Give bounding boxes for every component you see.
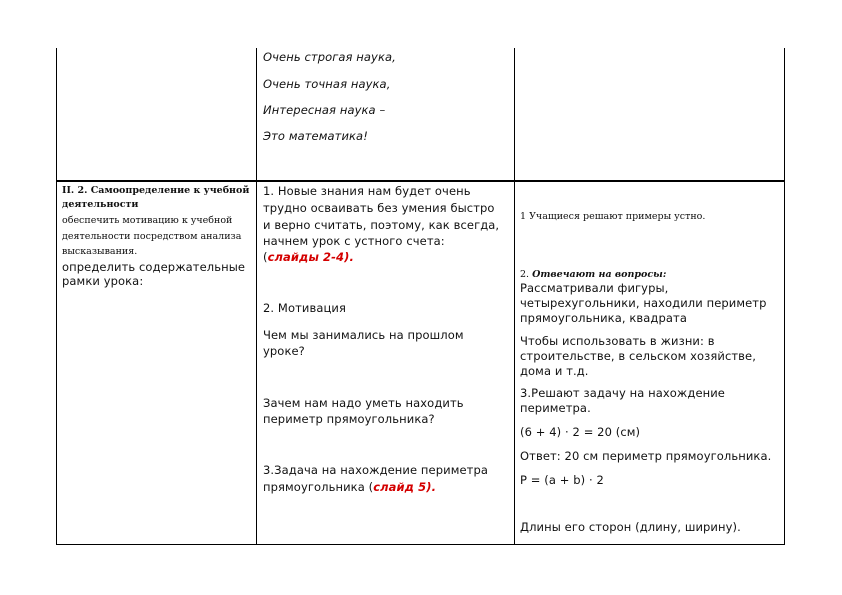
question-2-line-2: периметр прямоугольника? xyxy=(263,412,435,426)
intro-paren: ( xyxy=(263,250,268,264)
intro-line-4: начнем урок с устного счета: xyxy=(263,234,445,248)
question-2-line-1: Зачем нам надо уметь находить xyxy=(263,396,464,410)
intro-line-3: и верно считать, поэтому, как всегда, xyxy=(263,218,500,232)
answer-3-line-1: 3.Решают задачу на нахождение xyxy=(520,386,725,400)
table-border-bottom xyxy=(56,544,785,545)
poem-line-2: Очень точная наука, xyxy=(263,77,391,91)
slide-reference: слайд 5). xyxy=(373,480,437,494)
poem-line-3: Интересная наука – xyxy=(263,103,386,117)
poem-line-1: Очень строгая наука, xyxy=(263,50,396,64)
motivation-heading: 2. Мотивация xyxy=(263,301,347,315)
activity-2-heading: Отвечают на вопросы: xyxy=(532,269,667,280)
table-divider-col2 xyxy=(514,48,515,545)
goal-line-2: деятельности посредством анализа xyxy=(62,231,242,242)
answer-3-line-2: периметра. xyxy=(520,401,591,415)
answer-statement: Ответ: 20 см периметр прямоугольника. xyxy=(520,449,772,463)
task-line-2 xyxy=(263,480,436,494)
table-border-left xyxy=(56,48,57,545)
answer-sides: Длины его сторон (длину, ширину). xyxy=(520,520,741,534)
question-1-line-2: уроке? xyxy=(263,344,305,358)
answer-1-line-1: Рассматривали фигуры, xyxy=(520,281,669,295)
stage-heading-line-2: деятельности xyxy=(62,199,139,210)
table-border-right xyxy=(784,48,785,545)
task-text: прямоугольника ( xyxy=(263,480,374,494)
student-activity-2 xyxy=(520,269,666,280)
goal-line-1: обеспечить мотивацию к учебной xyxy=(62,215,233,226)
table-divider-col1 xyxy=(256,48,257,545)
intro-line-5 xyxy=(263,250,354,264)
table-row-divider xyxy=(56,180,785,182)
answer-2-line-3: дома и т.д. xyxy=(520,364,589,378)
answer-1-line-2: четырехугольники, находили периметр xyxy=(520,296,767,310)
answer-1-line-3: прямоугольника, квадрата xyxy=(520,311,687,325)
task-line-1: 3.Задача на нахождение периметра xyxy=(263,463,488,477)
intro-line-1: 1. Новые знания нам будет очень xyxy=(263,184,471,198)
slides-reference: слайды 2-4). xyxy=(267,250,354,264)
perimeter-formula: P = (a + b) · 2 xyxy=(520,473,604,487)
goal-sans-line-2: рамки урока: xyxy=(62,274,144,288)
poem-line-4: Это математика! xyxy=(263,129,368,143)
activity-2-number: 2. xyxy=(520,269,533,280)
goal-sans-line-1: определить содержательные xyxy=(62,260,246,274)
question-1-line-1: Чем мы занимались на прошлом xyxy=(263,328,464,342)
stage-heading-text-1: II. 2. Самоопределение к учебной xyxy=(62,185,250,196)
answer-2-line-2: строительстве, в сельском хозяйстве, xyxy=(520,349,756,363)
answer-2-line-1: Чтобы использовать в жизни: в xyxy=(520,334,715,348)
goal-line-3: высказывания. xyxy=(62,246,138,257)
student-activity-1: 1 Учащиеся решают примеры устно. xyxy=(520,211,706,222)
calculation: (6 + 4) · 2 = 20 (см) xyxy=(520,425,641,439)
intro-line-2: трудно осваивать без умения быстро xyxy=(263,201,495,215)
